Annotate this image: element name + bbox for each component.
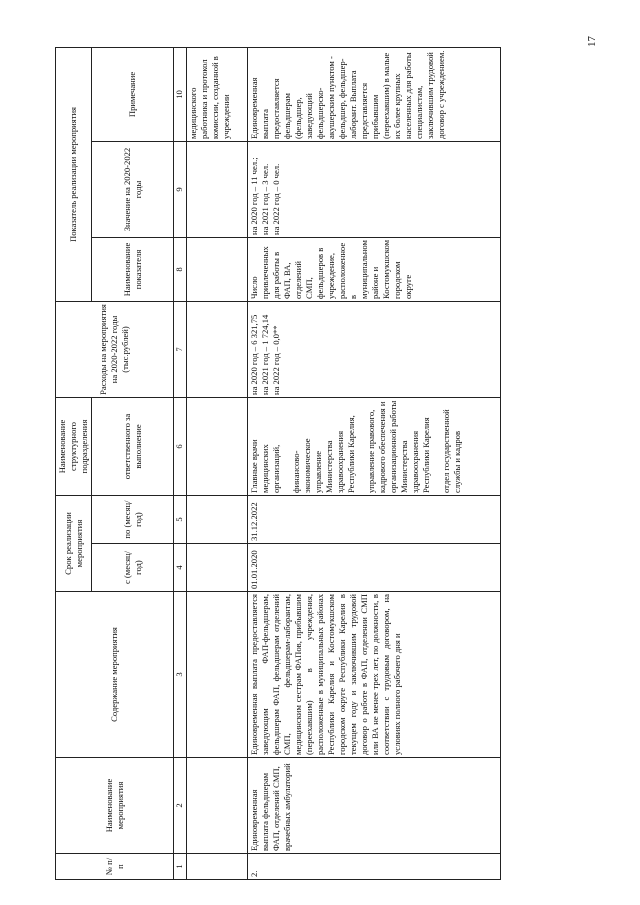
note-cell-continued: медицинского работника и протокол комиссии, созданной в учреждении bbox=[187, 47, 248, 141]
measures-table-sheet bbox=[55, 48, 577, 880]
table-cell bbox=[187, 398, 248, 496]
header-indicator-value: Значение на 2020-2022 годы bbox=[92, 142, 174, 238]
table-cell bbox=[187, 592, 248, 758]
indicator-value-line: на 2022 год – 0 чел. bbox=[271, 163, 281, 235]
page-number: 17 bbox=[586, 36, 598, 47]
column-number: 7 bbox=[174, 302, 187, 398]
responsible-line: финансово-экономическое управление Министерства здравоохранения Республики Карелия, bbox=[291, 415, 356, 493]
column-number: 8 bbox=[174, 238, 187, 302]
expenses-line: на 2020 год – 6 321,75 bbox=[249, 314, 259, 395]
column-number: 6 bbox=[174, 398, 187, 496]
measure-content-cell: Единовременная выплата предоставляется заведующим ФАП-фельдшерам, фельдшерам ФАП, фельдшерам отделений СМП, фельдшерам-лаборантам, медицинским сестрам ФАПов, прибывшим (переехавшим) в учреждения, расположенные в муниципальных районах Республики Карелия и Костомукшском городском округе Республики Карелия в текущем году и заключившим трудовой договор о работе в ФАП, отделении СМП или ВА не менее трех лет, по должности, в соответствии с трудовым договором, на условиях полного рабочего дня и bbox=[248, 592, 501, 758]
table-cell bbox=[187, 142, 248, 238]
indicator-value-line: на 2021 год – 3 чел. bbox=[260, 163, 270, 235]
column-number: 5 bbox=[174, 496, 187, 544]
expenses-line: на 2021 год – 1 724,14 bbox=[260, 314, 270, 395]
responsible-line: Главные врачи медицинских организаций, bbox=[249, 439, 281, 493]
measure-name-cell: Единовременная выплата фельдшерам ФАП, отделений СМП, врачебных амбулаторий bbox=[248, 758, 501, 854]
header-to: по (месяц/ год) bbox=[92, 496, 174, 544]
header-row-1 bbox=[56, 47, 92, 879]
note-cell: Единовременная выплата предоставляется фельдшерам (фельдшер, заведующий фельдшерско-акушерским пунктом - фельдшер, фельдшер-лаборант. Выплата представляется прибывшим (переехавшим) в малые их более крупных населенных для работы специалистам, заключившим трудовой договор с учреждением. bbox=[248, 47, 501, 141]
table-cell bbox=[187, 544, 248, 592]
table-cell bbox=[187, 238, 248, 302]
table-row-continued bbox=[187, 47, 248, 879]
responsible-cell bbox=[248, 398, 501, 496]
expenses-line: на 2022 год – 0,0** bbox=[271, 325, 281, 395]
header-period-group: Срок реализации мероприятия bbox=[56, 496, 92, 592]
table-cell bbox=[187, 758, 248, 854]
column-number: 10 bbox=[174, 47, 187, 141]
expenses-cell bbox=[248, 302, 501, 398]
indicator-value-line: на 2020 год – 11 чел.; bbox=[249, 157, 259, 235]
row-number: 2. bbox=[248, 854, 501, 880]
header-from: с (месяц/ год) bbox=[92, 544, 174, 592]
table-cell bbox=[187, 302, 248, 398]
header-responsible: ответственного за выполнение bbox=[92, 398, 174, 496]
header-measure-name: Наименование мероприятия bbox=[56, 758, 174, 854]
indicator-name-cell: Число привлеченных для работы в ФАП, ВА, отделений СМП, фельдшеров в учреждение, расположенное в муниципальном районе и Костомукшском городском округе bbox=[248, 238, 501, 302]
indicator-value-cell bbox=[248, 142, 501, 238]
header-number: № п/п bbox=[56, 854, 174, 880]
column-number: 3 bbox=[174, 592, 187, 758]
column-number: 1 bbox=[174, 854, 187, 880]
responsible-line: отдел государственной службы и кадров bbox=[441, 409, 462, 493]
header-indicator-name: Наименование показателя bbox=[92, 238, 174, 302]
table-row-2 bbox=[248, 47, 501, 879]
table-cell bbox=[187, 854, 248, 880]
header-indicator-group: Показатель реализации мероприятия bbox=[56, 47, 92, 301]
column-number: 4 bbox=[174, 544, 187, 592]
header-measure-content: Содержание мероприятия bbox=[56, 592, 174, 758]
date-from-cell: 01.01.2020 bbox=[248, 544, 501, 592]
header-expenses: Расходы на мероприятия на 2020-2022 годы (тыс.рублей) bbox=[56, 302, 174, 398]
column-number: 2 bbox=[174, 758, 187, 854]
column-number-row bbox=[174, 47, 187, 879]
table-cell bbox=[187, 496, 248, 544]
header-note: Примечание bbox=[92, 47, 174, 141]
measures-table bbox=[55, 47, 501, 880]
responsible-line: управление правового, кадрового обеспечения и организационной работы Министерства здравоохранения Республики Карелия bbox=[366, 400, 431, 493]
header-unit-group: Наименование структурного подразделения bbox=[56, 398, 92, 496]
column-number: 9 bbox=[174, 142, 187, 238]
date-to-cell: 31.12.2022 bbox=[248, 496, 501, 544]
